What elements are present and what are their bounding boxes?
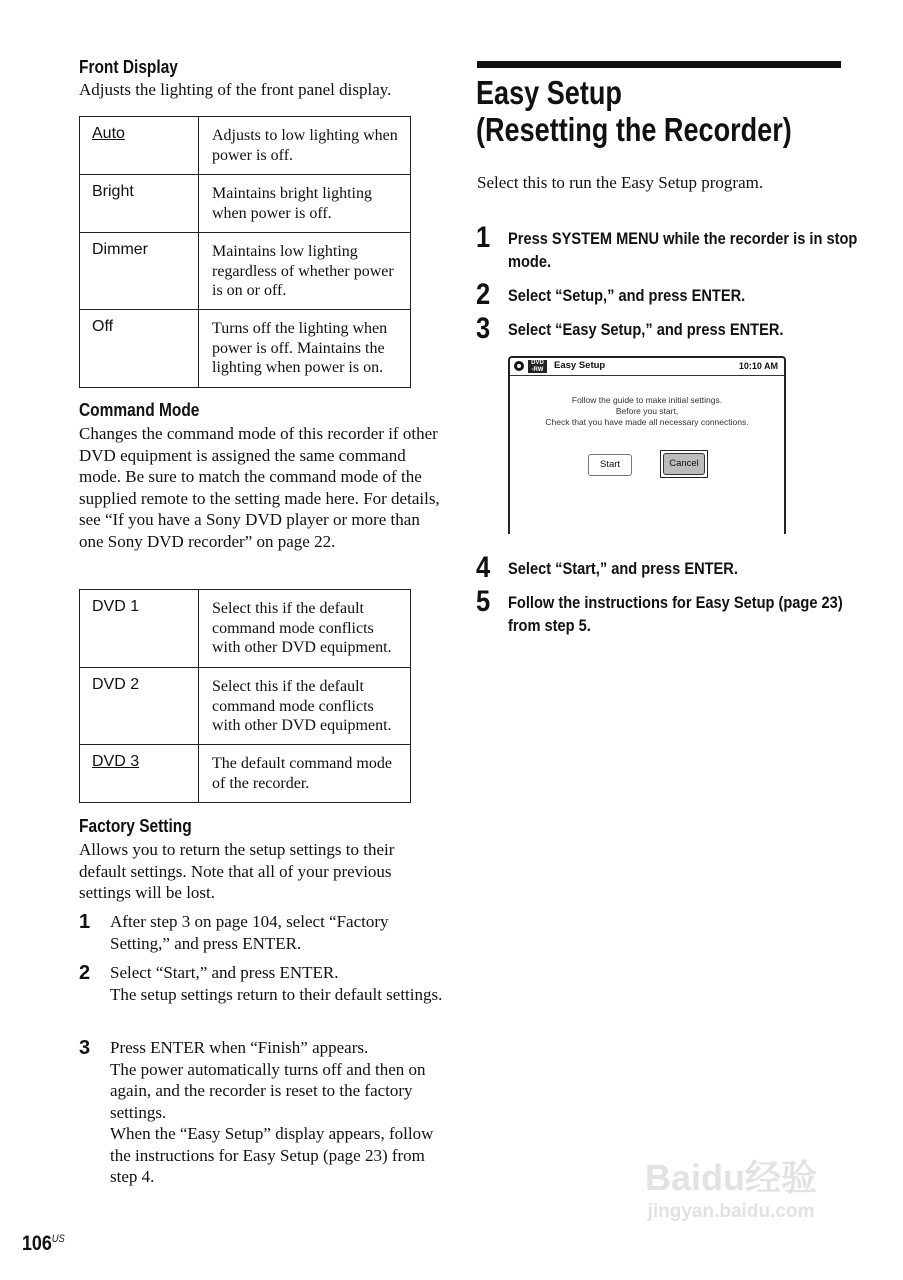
command-mode-intro: Changes the command mode of this recorder if other DVD equipment is assigned the same command mode. Be sure to match the command mode of the supplied remote to the setting made here. For details, see “If you have a Sony DVD player or more than one Sony DVD recorder” on page 22.: [79, 424, 440, 551]
step-note: The setup settings return to their default settings.: [110, 984, 443, 1004]
title-line: (Resetting the Recorder): [476, 111, 792, 148]
option: Dimmer: [80, 233, 199, 310]
step-number: 5: [476, 585, 491, 618]
screen-time: 10:10 AM: [738, 361, 778, 371]
front-display-heading: Front Display: [79, 57, 178, 77]
step-text: Select “Setup,” and press ENTER.: [508, 286, 746, 305]
message-line: Check that you have made all necessary connections.: [545, 417, 749, 427]
page-number: [22, 1232, 65, 1256]
dvd-rw-badge: [528, 360, 547, 373]
table-row: [80, 590, 411, 668]
table-row: [80, 175, 411, 233]
option: Off: [80, 310, 199, 388]
option: Auto: [80, 117, 199, 175]
description: Turns off the lighting when power is off. Maintains the lighting when power is on.: [199, 310, 411, 388]
easy-setup-screen: [508, 356, 786, 534]
step-number: 1: [79, 911, 91, 933]
table-row: [80, 117, 411, 175]
watermark-url: jingyan.baidu.com: [647, 1201, 815, 1222]
option: DVD 1: [80, 590, 199, 668]
description: Maintains low lighting regardless of whether power is on or off.: [199, 233, 411, 310]
step-number: 2: [79, 962, 91, 984]
screen-title-bar: [510, 358, 784, 376]
table-row: [80, 668, 411, 745]
easy-setup-intro: Select this to run the Easy Setup program.: [477, 173, 764, 192]
step-number: 3: [79, 1037, 91, 1059]
step-text: Press ENTER when “Finish” appears.: [110, 1038, 369, 1057]
option: DVD 3: [80, 745, 199, 803]
table-row: [80, 310, 411, 388]
front-display-intro: Adjusts the lighting of the front panel display.: [79, 80, 392, 99]
command-mode-table: [79, 589, 411, 803]
baidu-watermark: [645, 1150, 817, 1223]
front-display-table: [79, 116, 411, 388]
step-number: 1: [476, 221, 491, 254]
screen-message: [510, 395, 784, 428]
step-note: The power automatically turns off and then on again, and the recorder is reset to the factory settings.: [110, 1059, 426, 1122]
step-text: Follow the instructions for Easy Setup (page 23) from step 5.: [508, 593, 843, 635]
step-note: When the “Easy Setup” display appears, follow the instructions for Easy Setup (page 23) from step 4.: [110, 1124, 434, 1186]
description: Maintains bright lighting when power is off.: [199, 175, 411, 233]
page-title: [476, 74, 792, 148]
page-number-value: 106: [22, 1232, 52, 1255]
message-line: Before you start,: [615, 406, 679, 416]
step-body: [110, 1037, 450, 1188]
disc-icon: [514, 361, 524, 371]
step-number: 2: [476, 278, 491, 311]
description: The default command mode of the recorder.: [199, 745, 411, 803]
step-body: [110, 962, 450, 1005]
step-number: 3: [476, 312, 491, 345]
factory-setting-heading: Factory Setting: [79, 816, 192, 836]
badge-text: -RW: [531, 366, 544, 373]
step-number: 4: [476, 551, 491, 584]
step-text: After step 3 on page 104, select “Factory Setting,” and press ENTER.: [110, 912, 389, 953]
description: Select this if the default command mode conflicts with other DVD equipment.: [199, 668, 411, 745]
step-text: Press SYSTEM MENU while the recorder is in stop mode.: [508, 229, 858, 271]
step-text: Select “Start,” and press ENTER.: [110, 963, 339, 982]
description: Adjusts to low lighting when power is off.: [199, 117, 411, 175]
start-button[interactable]: Start: [588, 454, 632, 476]
table-row: [80, 745, 411, 803]
title-line: Easy Setup: [476, 74, 622, 111]
cancel-button[interactable]: Cancel: [663, 453, 705, 475]
option: DVD 2: [80, 668, 199, 745]
step-text: Select “Easy Setup,” and press ENTER.: [508, 320, 784, 339]
option: Bright: [80, 175, 199, 233]
description: Select this if the default command mode conflicts with other DVD equipment.: [199, 590, 411, 668]
step-text: Select “Start,” and press ENTER.: [508, 559, 738, 578]
message-line: Follow the guide to make initial settings.: [571, 395, 723, 405]
command-mode-heading: Command Mode: [79, 400, 200, 420]
screen-title: Easy Setup: [554, 360, 606, 371]
factory-setting-intro: Allows you to return the setup settings to their default settings. Note that all of your previous settings will be lost.: [79, 840, 395, 902]
table-row: [80, 233, 411, 310]
watermark-brand: Baidu经验: [645, 1157, 818, 1198]
page-suffix: US: [51, 1233, 65, 1245]
badge-text: DVD: [531, 360, 544, 366]
section-rule: [477, 61, 841, 68]
